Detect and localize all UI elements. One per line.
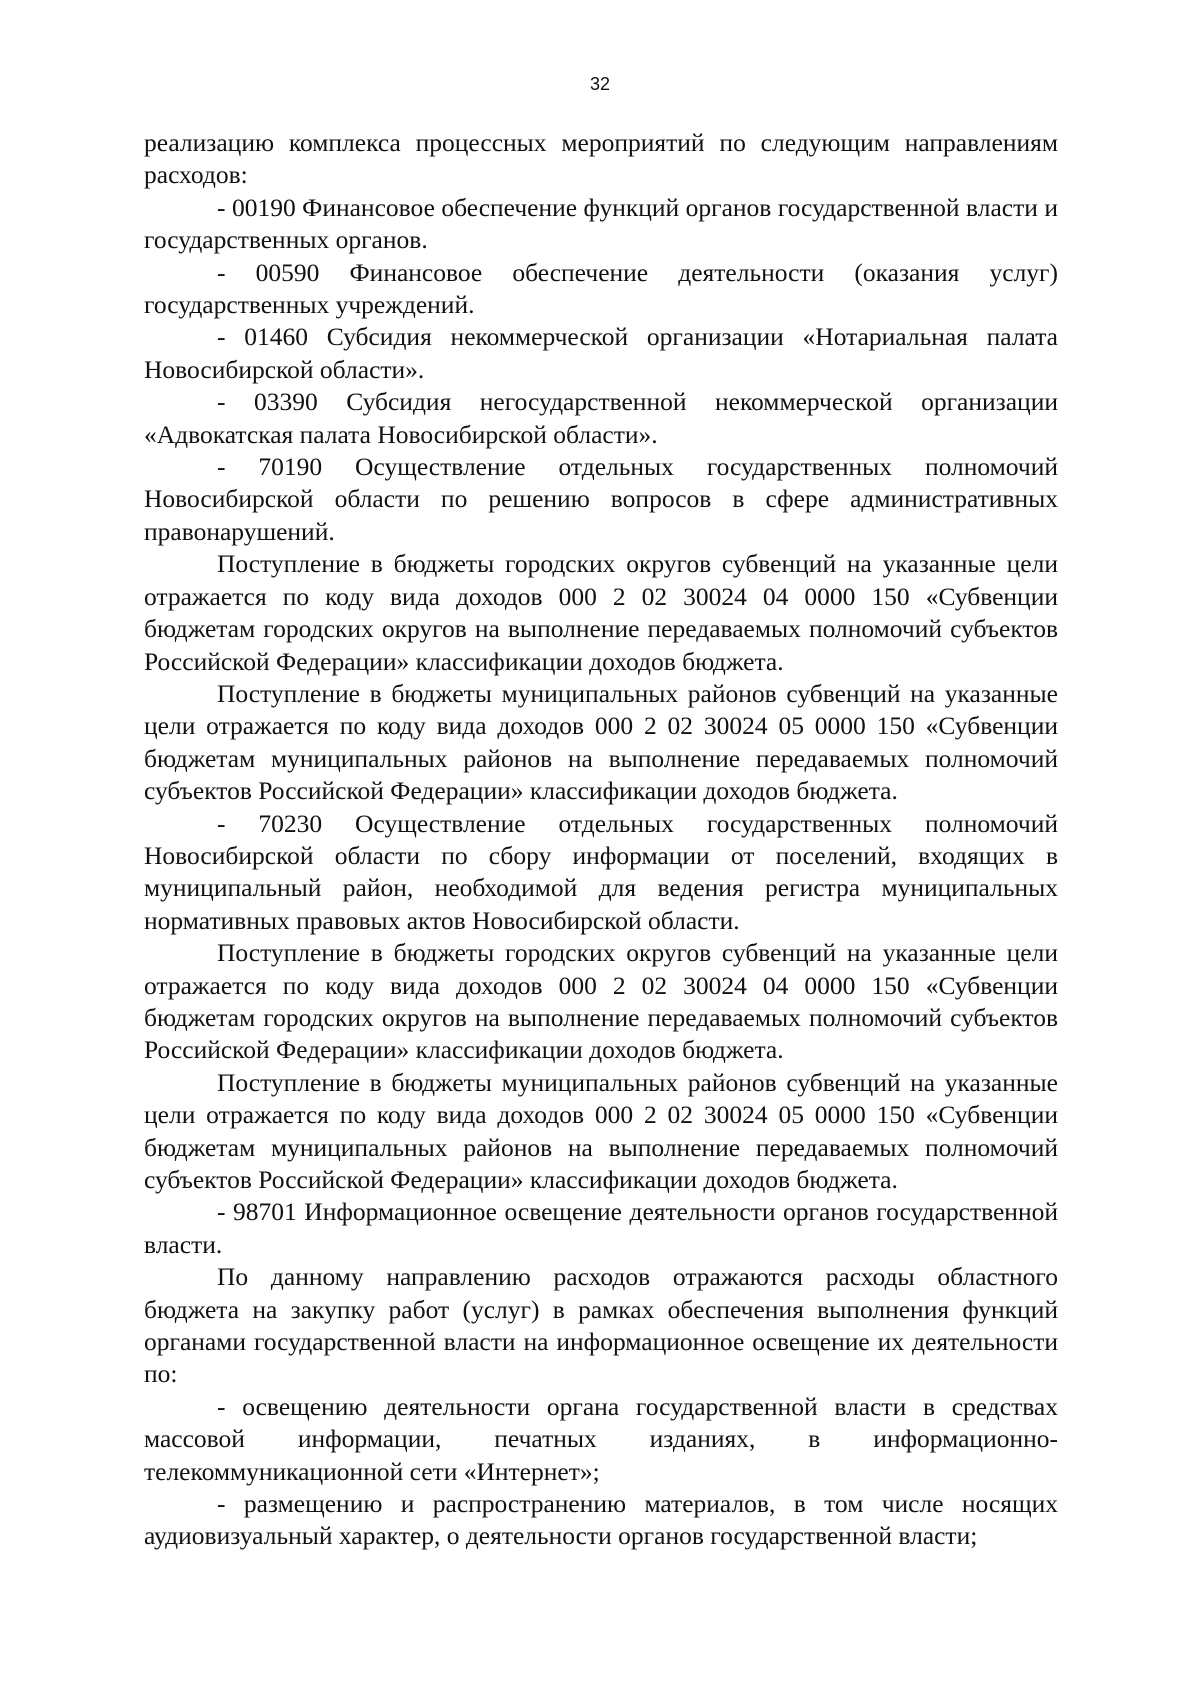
list-item-01460: - 01460 Субсидия некоммерческой организации «Нотариальная палата Новосибирской области».	[144, 322, 1058, 384]
paragraph: По данному направлению расходов отражаются расходы областного бюджета на закупку работ (услуг) в рамках обеспечения выполнения функций органами государственной власти на информационное освещение их деятельности по:	[144, 1262, 1058, 1389]
list-item-70230: - 70230 Осуществление отдельных государственных полномочий Новосибирской области по сбору информации от поселений, входящих в муниципальный район, необходимой для ведения регистра муниципальных нормативных правовых актов Новосибирской области.	[144, 808, 1058, 935]
paragraph: Поступление в бюджеты муниципальных районов субвенций на указанные цели отражается по коду вида доходов 000 2 02 30024 05 0000 150 «Субвенции бюджетам муниципальных районов на выполнение передаваемых полномочий субъектов Российской Федерации» классификации доходов бюджета.	[144, 1067, 1058, 1194]
paragraph: Поступление в бюджеты муниципальных районов субвенций на указанные цели отражается по коду вида доходов 000 2 02 30024 05 0000 150 «Субвенции бюджетам муниципальных районов на выполнение передаваемых полномочий субъектов Российской Федерации» классификации доходов бюджета.	[144, 678, 1058, 806]
list-item-70190: - 70190 Осуществление отдельных государственных полномочий Новосибирской области по решению вопросов в сфере административных правонарушений.	[144, 452, 1058, 546]
page-number: 32	[589, 74, 611, 94]
paragraph: Поступление в бюджеты городских округов субвенций на указанные цели отражается по коду вида доходов 000 2 02 30024 04 0000 150 «Субвенции бюджетам городских округов на выполнение передаваемых полномочий субъектов Российской Федерации» классификации доходов бюджета.	[144, 938, 1058, 1065]
list-item: - размещению и распространению материалов, в том числе носящих аудиовизуальный характер, о деятельности органов государственной власти;	[144, 1489, 1058, 1551]
list-item-00590: - 00590 Финансовое обеспечение деятельности (оказания услуг) государственных учреждений.	[144, 257, 1058, 320]
list-item-03390: - 03390 Субсидия негосударственной некоммерческой организации «Адвокатская палата Новосибирской области».	[144, 387, 1058, 449]
list-item-98701: - 98701 Информационное освещение деятельности органов государственной власти.	[144, 1197, 1058, 1259]
document-body	[144, 127, 1058, 1553]
paragraph: реализацию комплекса процессных мероприятий по следующим направлениям расходов:	[144, 128, 1058, 190]
list-item: - освещению деятельности органа государственной власти в средствах массовой информации, печатных изданиях, в информационно-телекоммуникационной сети «Интернет»;	[144, 1391, 1058, 1486]
paragraph: Поступление в бюджеты городских округов субвенций на указанные цели отражается по коду вида доходов 000 2 02 30024 04 0000 150 «Субвенции бюджетам городских округов на выполнение передаваемых полномочий субъектов Российской Федерации» классификации доходов бюджета.	[144, 549, 1058, 676]
list-item-00190: - 00190 Финансовое обеспечение функций органов государственной власти и государственных органов.	[144, 192, 1058, 255]
